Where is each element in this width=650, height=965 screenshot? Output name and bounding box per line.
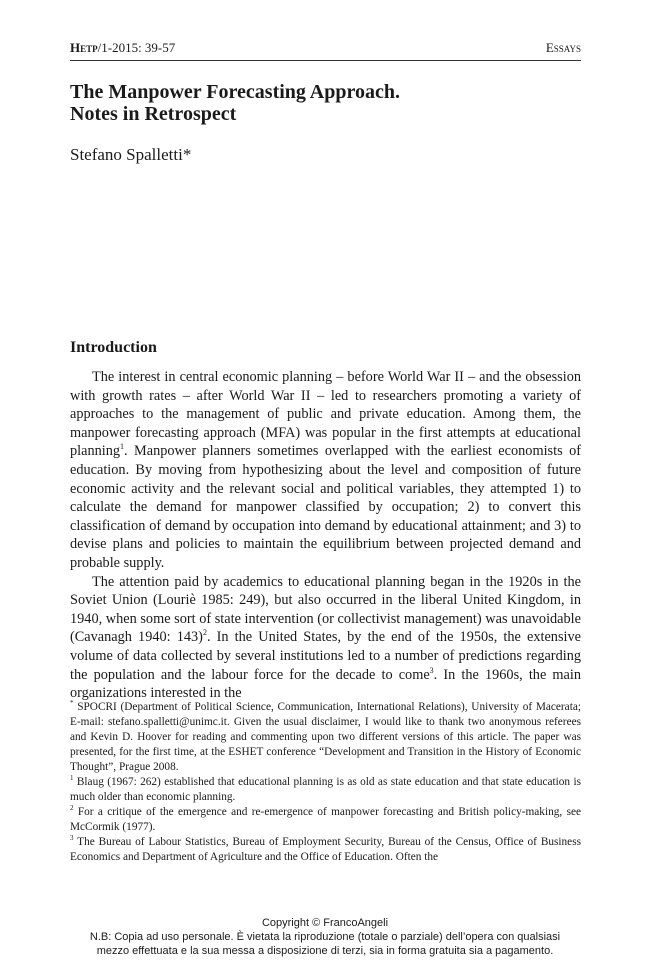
footnote: * SPOCRI (Department of Political Science, Communication, International Relations), University of Macerata; E-mail: stefano.spalletti@unimc.it. Given the usual disclaimer, I would like to thank two anonymous referees and Kevin D. Hoover for reading and commenting upon two different versions of this article. The paper was presented, for the first time, at the ESHET conference “Development and Transition in the History of Economic Thought”, Prague 2008. (70, 699, 581, 773)
running-head (70, 40, 581, 61)
body-text (70, 368, 581, 703)
journal-citation: Hetp/1-2015: 39-57 (70, 40, 176, 55)
copyright-notice: Copyright © FrancoAngeli N.B: Copia ad uso personale. È vietata la riproduzione (totale o parziale) dell’opera con qualsiasi mezzo effettuata e la sua messa a disposizione di terzi, sia in forma gratuita sia a pagamento. (89, 917, 561, 957)
footnotes (70, 700, 581, 865)
author-name: Stefano Spalletti* (70, 145, 192, 164)
paragraph: The attention paid by academics to educational planning began in the 1920s in the Soviet Union (Louriè 1985: 249), but also occurred in the liberal United Kingdom, in 1940, when some sort of state intervention (or collectivist management) was unavoidable (Cavanagh 1940: 143)$^2$. In the United States, by the end of the 1950s, the extensive volume of data collected by several institutions led to a number of predictions regarding the population and the labour force for the decade to come$^3$. In the 1960s, the main organizations interested in the (70, 573, 581, 702)
footnote-ref: 2 (202, 628, 207, 638)
footnote: $^2$ For a critique of the emergence and re-emergence of manpower forecasting and British policy-making, see McCormik (1977). (70, 804, 581, 833)
section-label: Essays (545, 40, 581, 55)
footnote: $^1$ Blaug (1967: 262) established that educational planning is as old as state education and that state education is much older than economic planning. (70, 774, 581, 803)
section-heading: Introduction (70, 339, 157, 356)
footnote-ref: 1 (120, 442, 125, 452)
footnote-ref: 3 (429, 665, 434, 675)
paragraph: The interest in central economic planning – before World War II – and the obsession with growth rates – after World War II – led to researchers promoting a variety of approaches to the management of public and private education. Among them, the manpower forecasting approach (MFA) was popular in the first attempts at educational planning$^1$. Manpower planners sometimes overlapped with the earliest economists of education. By moving from hypothesizing about the level and composition of future economic activity and the relevant social and political variables, they attempted 1) to calculate the demand for manpower classified by occupation; 2) to convert this classification of demand by occupation into demand by educational attainment; and 3) to devise plans and policies to maintain the equilibrium between projected demand and probable supply. (70, 369, 581, 571)
article-title: The Manpower Forecasting Approach. Notes in Retrospect (70, 81, 401, 125)
footnote: $^3$ The Bureau of Labour Statistics, Bureau of Employment Security, Bureau of the Census, Office of Business Economics and Department of Agriculture and the Office of Education. Often the (70, 834, 581, 863)
